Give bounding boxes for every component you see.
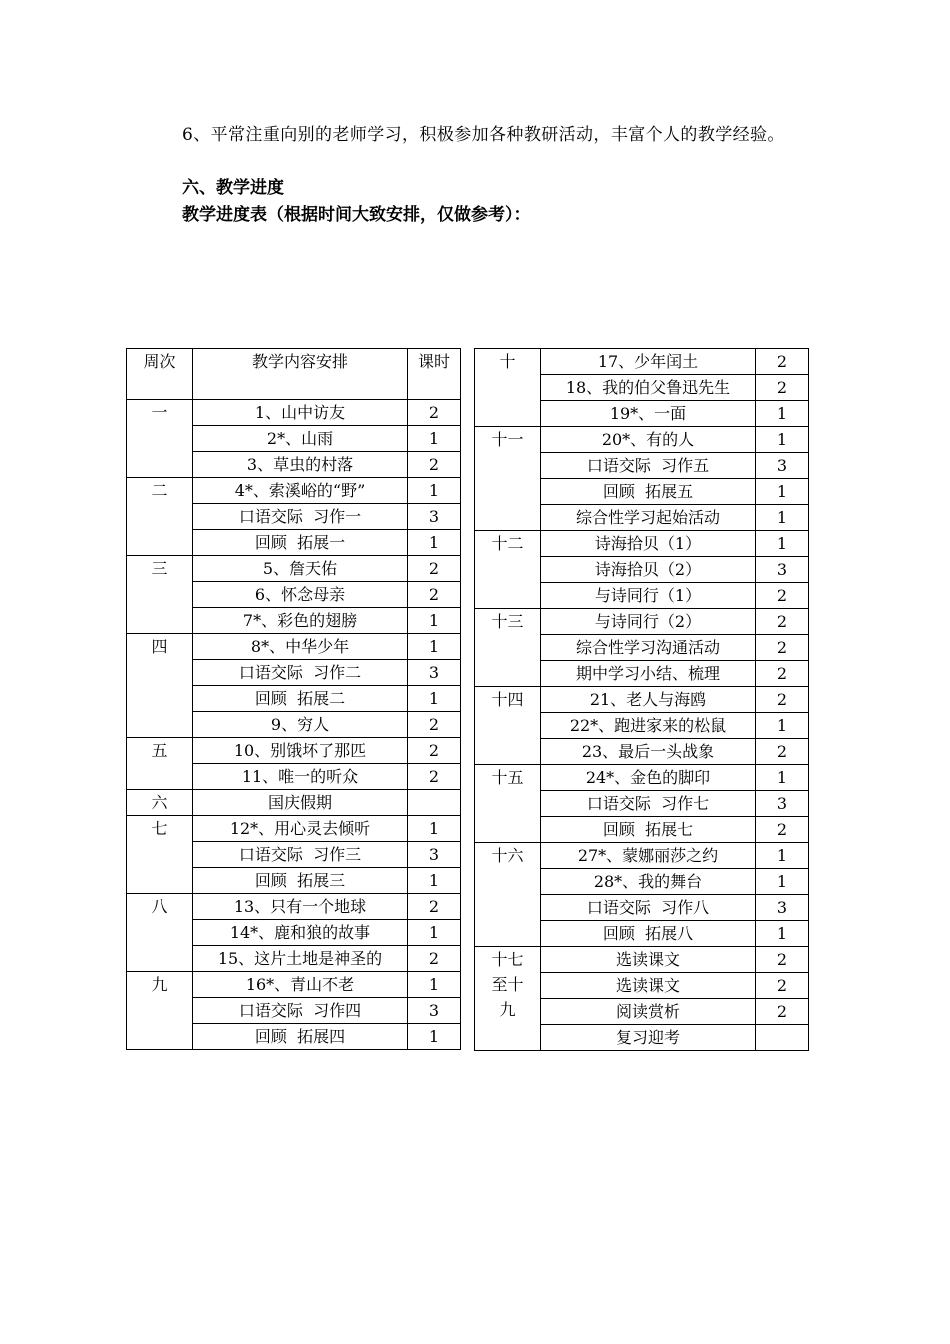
hours-cell: 1 — [408, 426, 461, 452]
hours-cell: 2 — [756, 947, 809, 973]
content-cell: 19*、一面 — [541, 401, 756, 427]
week-cell: 十三 — [475, 609, 541, 687]
table-row — [475, 531, 809, 557]
content-cell: 6、怀念母亲 — [193, 582, 408, 608]
content-cell: 回顾 拓展一 — [193, 530, 408, 556]
hours-cell: 3 — [408, 504, 461, 530]
week-cell: 十二 — [475, 531, 541, 609]
hours-cell: 1 — [756, 921, 809, 947]
content-cell: 口语交际 习作五 — [541, 453, 756, 479]
content-cell: 23、最后一头战象 — [541, 739, 756, 765]
content-cell: 国庆假期 — [193, 790, 408, 816]
hours-cell: 2 — [408, 556, 461, 582]
week-cell: 六 — [127, 790, 193, 816]
week-cell: 十一 — [475, 427, 541, 531]
content-cell: 回顾 拓展八 — [541, 921, 756, 947]
hours-cell: 2 — [408, 582, 461, 608]
schedule-table-left — [126, 348, 461, 1050]
content-cell: 与诗同行（1） — [541, 583, 756, 609]
week-cell: 十四 — [475, 687, 541, 765]
hours-cell: 3 — [756, 557, 809, 583]
table-row — [127, 556, 461, 582]
content-cell: 27*、蒙娜丽莎之约 — [541, 843, 756, 869]
hours-cell: 2 — [756, 817, 809, 843]
table-row — [475, 687, 809, 713]
week-cell: 四 — [127, 634, 193, 738]
hours-cell: 1 — [408, 634, 461, 660]
content-cell: 10、别饿坏了那匹 — [193, 738, 408, 764]
content-cell: 口语交际 习作二 — [193, 660, 408, 686]
content-cell: 17、少年闰土 — [541, 349, 756, 375]
table-row — [475, 765, 809, 791]
content-cell: 口语交际 习作八 — [541, 895, 756, 921]
content-cell: 回顾 拓展三 — [193, 868, 408, 894]
week-cell: 八 — [127, 894, 193, 972]
content-cell: 8*、中华少年 — [193, 634, 408, 660]
content-cell: 28*、我的舞台 — [541, 869, 756, 895]
content-cell: 5、詹天佑 — [193, 556, 408, 582]
content-cell: 16*、青山不老 — [193, 972, 408, 998]
hours-cell: 2 — [756, 583, 809, 609]
hours-cell: 1 — [408, 920, 461, 946]
table-row — [127, 634, 461, 660]
hours-cell: 2 — [756, 635, 809, 661]
table-row — [127, 738, 461, 764]
table-row — [127, 478, 461, 504]
hours-cell: 1 — [408, 478, 461, 504]
hours-cell: 3 — [756, 791, 809, 817]
content-cell: 14*、鹿和狼的故事 — [193, 920, 408, 946]
content-cell: 20*、有的人 — [541, 427, 756, 453]
hours-cell: 2 — [408, 894, 461, 920]
hours-cell: 1 — [756, 401, 809, 427]
hours-cell: 1 — [408, 1024, 461, 1050]
content-cell: 口语交际 习作四 — [193, 998, 408, 1024]
content-cell: 期中学习小结、梳理 — [541, 661, 756, 687]
content-cell: 回顾 拓展五 — [541, 479, 756, 505]
content-cell: 24*、金色的脚印 — [541, 765, 756, 791]
content-cell: 1、山中访友 — [193, 400, 408, 426]
week-cell: 二 — [127, 478, 193, 556]
table-row — [475, 843, 809, 869]
table-row — [127, 790, 461, 816]
hours-cell: 2 — [756, 739, 809, 765]
hours-cell: 2 — [756, 609, 809, 635]
hours-cell: 1 — [408, 530, 461, 556]
hours-cell: 1 — [408, 608, 461, 634]
content-cell: 12*、用心灵去倾听 — [193, 816, 408, 842]
content-cell: 4*、索溪峪的“野” — [193, 478, 408, 504]
hours-cell: 2 — [408, 946, 461, 972]
hours-cell: 2 — [756, 375, 809, 401]
content-cell: 与诗同行（2） — [541, 609, 756, 635]
content-cell: 阅读赏析 — [541, 999, 756, 1025]
content-cell: 22*、跑进家来的松鼠 — [541, 713, 756, 739]
content-cell: 综合性学习沟通活动 — [541, 635, 756, 661]
content-cell: 21、老人与海鸥 — [541, 687, 756, 713]
content-cell: 复习迎考 — [541, 1025, 756, 1051]
content-cell: 18、我的伯父鲁迅先生 — [541, 375, 756, 401]
table-caption: 教学进度表（根据时间大致安排，仅做参考）： — [182, 205, 531, 225]
content-cell: 口语交际 习作七 — [541, 791, 756, 817]
hours-cell: 1 — [408, 868, 461, 894]
week-cell: 三 — [127, 556, 193, 634]
week-cell: 十五 — [475, 765, 541, 843]
hours-cell: 2 — [408, 452, 461, 478]
hours-cell: 1 — [756, 479, 809, 505]
hours-cell: 1 — [756, 427, 809, 453]
hours-cell: 2 — [408, 712, 461, 738]
hours-cell: 1 — [408, 686, 461, 712]
hours-cell — [408, 790, 461, 816]
week-cell: 十七至十九 — [475, 947, 541, 1051]
hours-cell: 2 — [408, 738, 461, 764]
hours-cell: 2 — [408, 764, 461, 790]
table-row — [475, 349, 809, 375]
hours-cell: 1 — [756, 765, 809, 791]
content-cell: 7*、彩色的翅膀 — [193, 608, 408, 634]
content-cell: 9、穷人 — [193, 712, 408, 738]
hours-cell: 1 — [408, 816, 461, 842]
hours-cell: 1 — [756, 505, 809, 531]
content-cell: 诗海拾贝（2） — [541, 557, 756, 583]
header-content: 教学内容安排 — [193, 349, 408, 400]
hours-cell: 2 — [756, 687, 809, 713]
hours-cell: 1 — [756, 869, 809, 895]
hours-cell — [756, 1025, 809, 1051]
table-row — [127, 816, 461, 842]
hours-cell: 1 — [756, 843, 809, 869]
hours-cell: 2 — [756, 999, 809, 1025]
content-cell: 口语交际 习作三 — [193, 842, 408, 868]
content-cell: 综合性学习起始活动 — [541, 505, 756, 531]
content-cell: 11、唯一的听众 — [193, 764, 408, 790]
content-cell: 选读课文 — [541, 973, 756, 999]
content-cell: 回顾 拓展二 — [193, 686, 408, 712]
content-cell: 回顾 拓展四 — [193, 1024, 408, 1050]
week-cell: 十 — [475, 349, 541, 427]
week-cell: 一 — [127, 400, 193, 478]
content-cell: 3、草虫的村落 — [193, 452, 408, 478]
table-row — [127, 400, 461, 426]
hours-cell: 3 — [756, 453, 809, 479]
header-hours: 课时 — [408, 349, 461, 400]
content-cell: 2*、山雨 — [193, 426, 408, 452]
content-cell: 诗海拾贝（1） — [541, 531, 756, 557]
section-heading: 六、教学进度 — [182, 178, 284, 198]
content-cell: 15、这片土地是神圣的 — [193, 946, 408, 972]
hours-cell: 2 — [756, 973, 809, 999]
hours-cell: 1 — [756, 531, 809, 557]
hours-cell: 3 — [408, 660, 461, 686]
hours-cell: 1 — [408, 972, 461, 998]
week-cell: 七 — [127, 816, 193, 894]
content-cell: 选读课文 — [541, 947, 756, 973]
content-cell: 回顾 拓展七 — [541, 817, 756, 843]
table-row — [475, 427, 809, 453]
body-paragraph: 6、平常注重向别的老师学习，积极参加各种教研活动，丰富个人的教学经验。 — [182, 125, 785, 145]
hours-cell: 2 — [756, 349, 809, 375]
content-cell: 口语交际 习作一 — [193, 504, 408, 530]
hours-cell: 3 — [408, 998, 461, 1024]
table-row — [127, 894, 461, 920]
content-cell: 13、只有一个地球 — [193, 894, 408, 920]
week-cell: 十六 — [475, 843, 541, 947]
schedule-table-right — [474, 348, 809, 1051]
week-cell: 九 — [127, 972, 193, 1050]
table-row — [475, 609, 809, 635]
week-cell: 五 — [127, 738, 193, 790]
table-row — [475, 947, 809, 973]
hours-cell: 3 — [756, 895, 809, 921]
hours-cell: 3 — [408, 842, 461, 868]
table-row — [127, 972, 461, 998]
header-week: 周次 — [127, 349, 193, 400]
hours-cell: 2 — [756, 661, 809, 687]
table-header-row — [127, 349, 461, 400]
hours-cell: 1 — [756, 713, 809, 739]
hours-cell: 2 — [408, 400, 461, 426]
